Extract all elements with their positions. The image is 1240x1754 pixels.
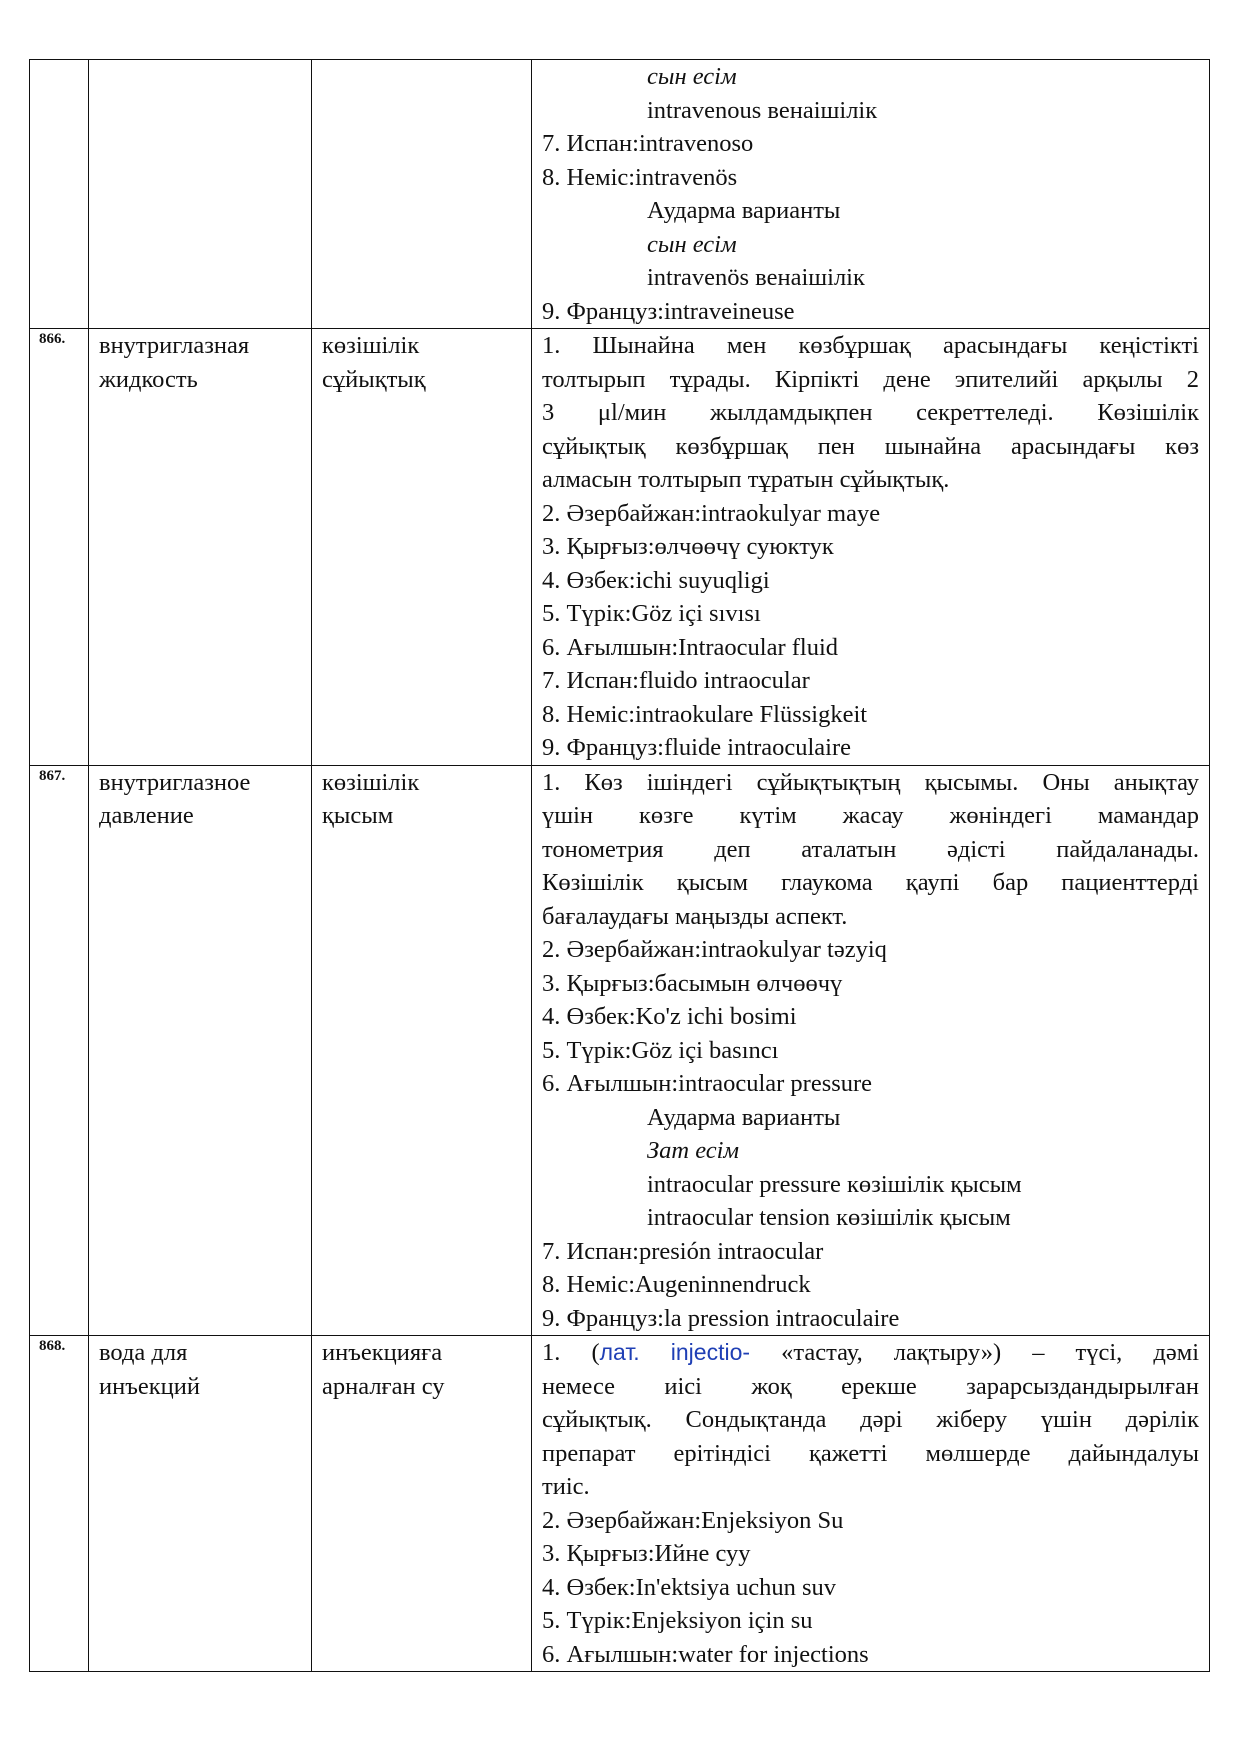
definition-line: сұйықтық. Сондықтанда дәрі жіберу үшін дәрілік: [542, 1406, 1199, 1433]
definition-line: 1. Шынайна мен көзбұршақ арасындағы кеңістікті: [542, 332, 1199, 359]
translation-line: 9. Француз:la pression intraoculaire: [542, 1304, 900, 1332]
translation-line: 3. Қырғыз:басымын өлчөөчү: [542, 969, 843, 997]
russian-term-line: давление: [99, 802, 194, 829]
translation-line: 4. Өзбек:ichi suyuqligi: [542, 566, 770, 594]
translation-line: 6. Ағылшын:intraocular pressure: [542, 1070, 873, 1097]
translation-line: 5. Түрік:Enjeksiyon için su: [542, 1607, 813, 1634]
definition-cell: [532, 329, 1210, 766]
definition-cell: [532, 1336, 1210, 1672]
translation-line: 8. Неміс:intraokulare Flüssigkeit: [542, 700, 868, 728]
kazakh-term-line: көзішілік: [322, 768, 420, 796]
part-of-speech: сын есім: [647, 230, 737, 258]
variants-heading: Аударма варианты: [647, 197, 841, 224]
definition-line: бағалаудағы маңызды аспект.: [542, 902, 848, 930]
translation-line: 7. Испан:fluido intraocular: [542, 667, 810, 694]
definition-line: немесе иісі жоқ ерекше зарарсыздандырылған: [542, 1372, 1199, 1400]
translation-line: 3. Қырғыз:өлчөөчү суюктук: [542, 533, 834, 560]
kazakh-term-cell: [312, 765, 532, 1336]
definition-line: препарат ерітіндісі қажетті мөлшерде дайындалуы: [542, 1439, 1199, 1467]
table-row: [30, 765, 1210, 1336]
translation-line: 5. Түрік:Göz içi basıncı: [542, 1036, 779, 1064]
translation-line: 3. Қырғыз:Ийне суу: [542, 1540, 751, 1567]
definition-line: үшін көзге күтім жасау жөніндегі мамандар: [542, 802, 1199, 829]
definition-line: 3 μl/мин жылдамдықпен секреттеледі. Көзішілік: [542, 399, 1199, 426]
russian-term-cell: [89, 1336, 312, 1672]
kazakh-term-line: қысым: [322, 802, 394, 829]
definition-line: Көзішілік қысым глаукома қаупі бар пациенттерді: [542, 869, 1199, 896]
translation-line: 8. Неміс:Augeninnendruck: [542, 1271, 811, 1298]
table-row: [30, 1336, 1210, 1672]
russian-term-line: инъекций: [99, 1372, 201, 1400]
definition-line: сұйықтық көзбұршақ пен шынайна арасындағы көз: [542, 432, 1199, 460]
translation-line: 7. Испан:intravenoso: [542, 130, 754, 157]
russian-term-line: внутриглазное: [99, 768, 251, 796]
definition-cell: [532, 765, 1210, 1336]
kazakh-term-cell: [312, 1336, 532, 1672]
translation-variant: intraocular tension көзішілік қысым: [647, 1204, 1011, 1231]
definition-line: 1. Көз ішіндегі сұйықтықтың қысымы. Оны анықтау: [542, 768, 1199, 796]
kazakh-term-line: арналған су: [322, 1372, 445, 1400]
kazakh-term-line: көзішілік: [322, 332, 420, 359]
kazakh-term-cell: [312, 60, 532, 329]
russian-term-cell: [89, 765, 312, 1336]
latin-abbreviation: лат.: [599, 1339, 640, 1365]
russian-term-line: вода для: [99, 1339, 188, 1366]
kazakh-term-cell: [312, 329, 532, 766]
entry-number: 867.: [30, 765, 89, 1336]
translation-line: 5. Түрік:Göz içi sıvısı: [542, 600, 761, 627]
russian-term-line: жидкость: [99, 365, 198, 393]
translation-line: 2. Әзербайжан:Enjeksiyon Su: [542, 1506, 844, 1534]
translation-line: 6. Ағылшын:water for injections: [542, 1640, 869, 1668]
part-of-speech: сын есім: [647, 63, 737, 90]
translation-line: 6. Ағылшын:Intraocular fluid: [542, 633, 839, 661]
translation-line: 4. Өзбек:In'ektsiya uchun suv: [542, 1573, 836, 1601]
translation-line: 7. Испан:presión intraocular: [542, 1237, 824, 1265]
kazakh-term-line: инъекцияға: [322, 1339, 443, 1366]
part-of-speech: Зат есім: [647, 1137, 740, 1164]
translation-variant: intravenous венаішілік: [647, 96, 878, 124]
translation-line: 2. Әзербайжан:intraokulyar təzyiq: [542, 936, 887, 963]
definition-prefix: 1. (: [542, 1339, 600, 1366]
entry-number-cell: [30, 60, 89, 329]
definition-text: «тастау, лақтыру») – түсі, дәмі: [781, 1339, 1200, 1366]
table-row: [30, 60, 1210, 329]
translation-variant: intraocular pressure көзішілік қысым: [647, 1170, 1022, 1198]
entry-number: 868.: [30, 1336, 89, 1672]
kazakh-term-line: сұйықтық: [322, 365, 426, 393]
translation-line: 9. Француз:intraveineuse: [542, 297, 795, 325]
translation-line: 8. Неміс:intravenös: [542, 163, 738, 191]
definition-line: [542, 1336, 1199, 1370]
definition-line: толтырып тұрады. Кірпікті дене эпителийі арқылы 2: [542, 365, 1199, 393]
translation-line: 2. Әзербайжан:intraokulyar maye: [542, 499, 881, 527]
translation-line: 4. Өзбек:Ko'z ichi bosimi: [542, 1003, 797, 1030]
russian-term-line: внутриглазная: [99, 332, 250, 359]
translation-line: 9. Француз:fluide intraoculaire: [542, 734, 852, 761]
table-row: [30, 329, 1210, 766]
variants-heading: Аударма варианты: [647, 1103, 841, 1131]
dictionary-table: [29, 59, 1210, 1672]
entry-number: 866.: [30, 329, 89, 766]
definition-line: тиіс.: [542, 1473, 590, 1500]
latin-word: injectio-: [670, 1339, 751, 1365]
russian-term-cell: [89, 60, 312, 329]
definition-cell: [532, 60, 1210, 329]
russian-term-cell: [89, 329, 312, 766]
translation-variant: intravenös венаішілік: [647, 264, 865, 291]
definition-line: алмасын толтырып тұратын сұйықтық.: [542, 466, 950, 493]
definition-line: тонометрия деп аталатын әдісті пайдаланады.: [542, 835, 1199, 863]
